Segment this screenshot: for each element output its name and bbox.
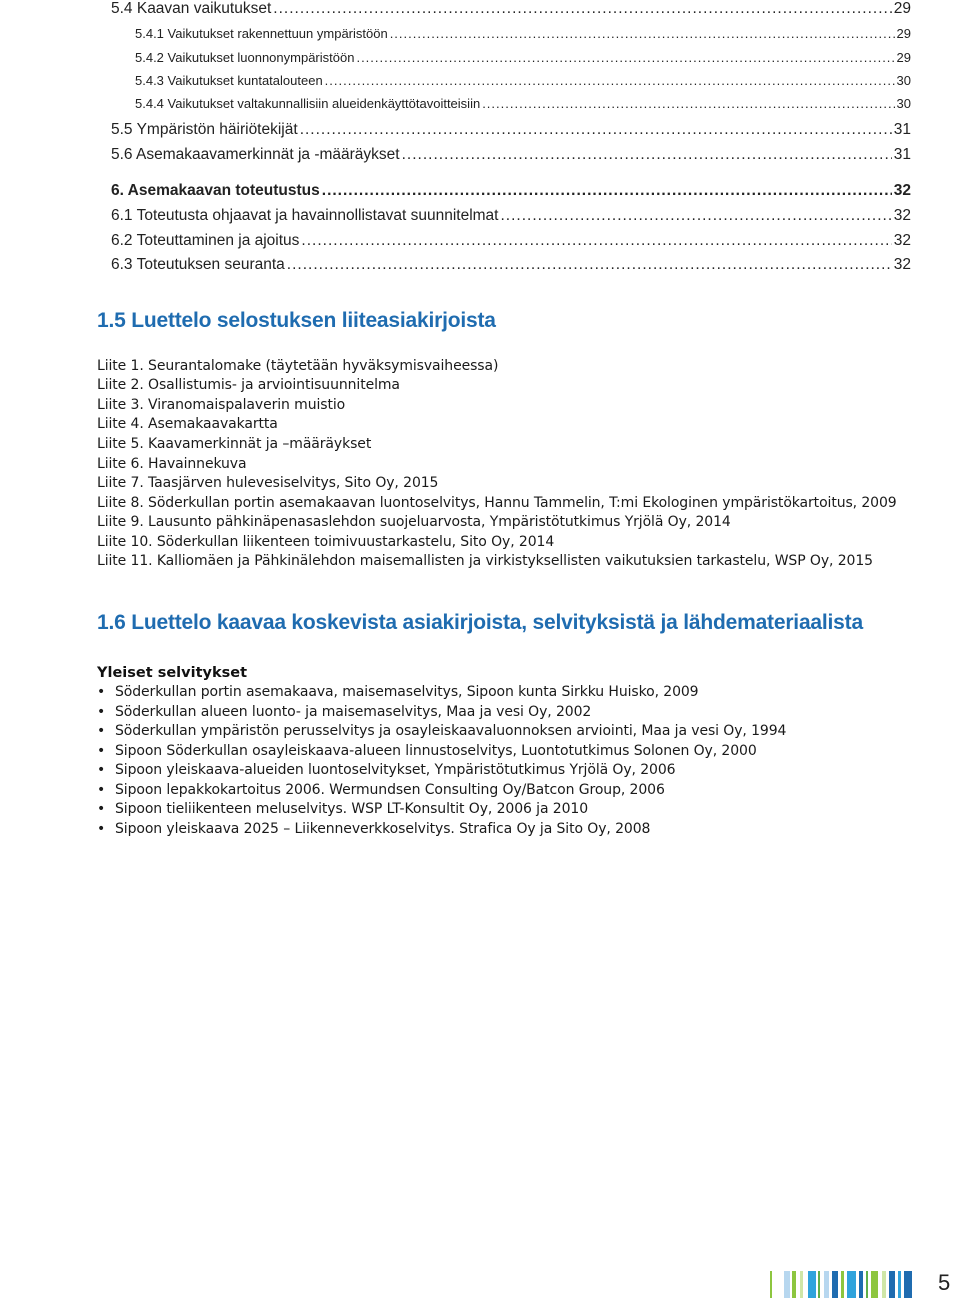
footer-stripe <box>871 1271 878 1298</box>
list-item <box>97 704 591 720</box>
toc-entry[interactable] <box>111 146 911 166</box>
list-item-text: Sipoon yleiskaava-alueiden luontoselvitykset, Ympäristötutkimus Yrjölä Oy, 2006 <box>115 762 676 778</box>
toc-entry[interactable] <box>135 73 911 91</box>
toc-entry[interactable] <box>111 182 911 202</box>
bullet-icon: • <box>97 704 106 720</box>
toc-entry[interactable] <box>111 121 911 141</box>
bullet-icon: • <box>97 821 106 837</box>
footer-stripe <box>818 1271 820 1298</box>
toc-label: 6.3 Toteutuksen seuranta <box>111 256 285 273</box>
toc-label: 5.4 Kaavan vaikutukset <box>111 0 272 17</box>
toc-page: 29 <box>896 50 911 65</box>
footer-stripe <box>866 1271 868 1298</box>
footer-stripe <box>904 1271 912 1298</box>
toc-entry[interactable] <box>135 50 911 68</box>
list-item <box>97 801 588 817</box>
footer-stripe <box>824 1271 829 1298</box>
attachment-item: Liite 6. Havainnekuva <box>97 456 247 472</box>
toc-page: 29 <box>893 0 911 17</box>
footer-stripe <box>800 1271 803 1298</box>
footer-stripe <box>792 1271 796 1298</box>
toc-leader <box>402 146 892 164</box>
toc-leader <box>356 50 894 65</box>
attachment-item: Liite 4. Asemakaavakartta <box>97 416 278 432</box>
bullet-icon: • <box>97 743 106 759</box>
list-item-text: Sipoon tieliikenteen meluselvitys. WSP LT-Konsultit Oy, 2006 ja 2010 <box>115 801 589 817</box>
attachment-item: Liite 10. Söderkullan liikenteen toimivuustarkastelu, Sito Oy, 2014 <box>97 534 555 550</box>
bullet-icon: • <box>97 684 106 700</box>
toc-label: 5.4.4 Vaikutukset valtakunnallisiin alueidenkäyttötavoitteisiin <box>135 96 481 111</box>
list-item-text: Söderkullan portin asemakaava, maisemaselvitys, Sipoon kunta Sirkku Huisko, 2009 <box>115 684 699 700</box>
bullet-icon: • <box>97 723 106 739</box>
toc-page: 30 <box>896 73 911 88</box>
toc-leader <box>500 207 891 225</box>
footer-stripe <box>847 1271 856 1298</box>
toc-page: 30 <box>896 96 911 111</box>
toc-leader <box>325 73 895 88</box>
footer-stripe <box>770 1271 772 1298</box>
list-item-text: Söderkullan ympäristön perusselvitys ja osayleiskaavaluonnoksen arviointi, Maa ja vesi Oy, 1994 <box>115 723 787 739</box>
toc-page: 29 <box>896 26 911 41</box>
toc-leader <box>300 121 892 139</box>
bullet-icon: • <box>97 801 106 817</box>
toc-page: 32 <box>893 256 911 273</box>
attachment-item: Liite 2. Osallistumis- ja arviointisuunnitelma <box>97 377 400 393</box>
footer-stripe <box>889 1271 895 1298</box>
footer-stripe <box>859 1271 863 1298</box>
toc-label: 5.4.2 Vaikutukset luonnonympäristöön <box>135 50 355 65</box>
toc-label: 5.5 Ympäristön häiriötekijät <box>111 121 298 138</box>
toc-page: 32 <box>893 232 911 249</box>
list-item <box>97 743 757 759</box>
attachment-item: Liite 5. Kaavamerkinnät ja –määräykset <box>97 436 372 452</box>
toc-leader <box>390 26 895 41</box>
toc-leader <box>482 96 894 111</box>
list-item <box>97 762 675 778</box>
toc-page: 31 <box>893 146 911 163</box>
toc-label: 5.4.1 Vaikutukset rakennettuun ympäristöön <box>135 26 388 41</box>
attachment-item: Liite 7. Taasjärven hulevesiselvitys, Sito Oy, 2015 <box>97 475 439 491</box>
bullet-icon: • <box>97 782 106 798</box>
page-number: 5 <box>938 1270 951 1295</box>
list-item-text: Sipoon lepakkokartoitus 2006. Wermundsen Consulting Oy/Batcon Group, 2006 <box>115 782 665 798</box>
toc-entry[interactable] <box>111 0 911 20</box>
list-item-text: Söderkullan alueen luonto- ja maisemaselvitys, Maa ja vesi Oy, 2002 <box>115 704 592 720</box>
footer-stripe <box>808 1271 816 1298</box>
toc-leader <box>322 182 892 200</box>
toc-label: 6.2 Toteuttaminen ja ajoitus <box>111 232 300 249</box>
footer-stripe <box>832 1271 838 1298</box>
list-item <box>97 684 699 700</box>
list-item-text: Sipoon yleiskaava 2025 – Liikenneverkkoselvitys. Strafica Oy ja Sito Oy, 2008 <box>115 821 651 837</box>
toc-label: 6. Asemakaavan toteutustus <box>111 182 320 199</box>
toc-page: 32 <box>893 182 911 199</box>
toc-leader <box>273 0 891 18</box>
attachment-item: Liite 8. Söderkullan portin asemakaavan luontoselvitys, Hannu Tammelin, T:mi Ekologinen ympäristökartoitus, 2009 <box>97 495 897 511</box>
toc-label: 6.1 Toteutusta ohjaavat ja havainnollistavat suunnitelmat <box>111 207 499 224</box>
toc-page: 31 <box>893 121 911 138</box>
footer-stripe <box>882 1271 886 1298</box>
toc-entry[interactable] <box>135 26 911 44</box>
attachment-item: Liite 11. Kalliomäen ja Pähkinälehdon maisemallisten ja virkistyksellisten vaikutuksien tarkastelu, WSP Oy, 2015 <box>97 553 873 569</box>
list-item <box>97 782 665 798</box>
footer-stripe <box>898 1271 901 1298</box>
toc-entry[interactable] <box>135 96 911 114</box>
toc-page: 32 <box>893 207 911 224</box>
toc-label: 5.6 Asemakaavamerkinnät ja -määräykset <box>111 146 400 163</box>
list-item <box>97 723 786 739</box>
list-item-text: Sipoon Söderkullan osayleiskaava-alueen linnustoselvitys, Luontotutkimus Solonen Oy, 2000 <box>115 743 757 759</box>
subheading-general-surveys: Yleiset selvitykset <box>97 665 247 681</box>
attachment-item: Liite 9. Lausunto pähkinäpenasaslehdon suojeluarvosta, Ympäristötutkimus Yrjölä Oy, 2014 <box>97 514 731 530</box>
toc-label: 5.4.3 Vaikutukset kuntatalouteen <box>135 73 323 88</box>
attachment-item: Liite 1. Seurantalomake (täytetään hyväksymisvaiheessa) <box>97 358 499 374</box>
footer-stripe <box>841 1271 844 1298</box>
list-item <box>97 821 650 837</box>
toc-entry[interactable] <box>111 232 911 252</box>
toc-leader <box>301 232 891 250</box>
toc-entry[interactable] <box>111 256 911 276</box>
toc-entry[interactable] <box>111 207 911 227</box>
bullet-icon: • <box>97 762 106 778</box>
toc-leader <box>287 256 892 274</box>
section-heading-attachments: 1.5 Luettelo selostuksen liiteasiakirjoista <box>97 309 496 332</box>
attachment-item: Liite 3. Viranomaispalaverin muistio <box>97 397 346 413</box>
footer-stripe <box>784 1271 790 1298</box>
section-heading-documents: 1.6 Luettelo kaavaa koskevista asiakirjoista, selvityksistä ja lähdemateriaalista <box>97 611 863 634</box>
